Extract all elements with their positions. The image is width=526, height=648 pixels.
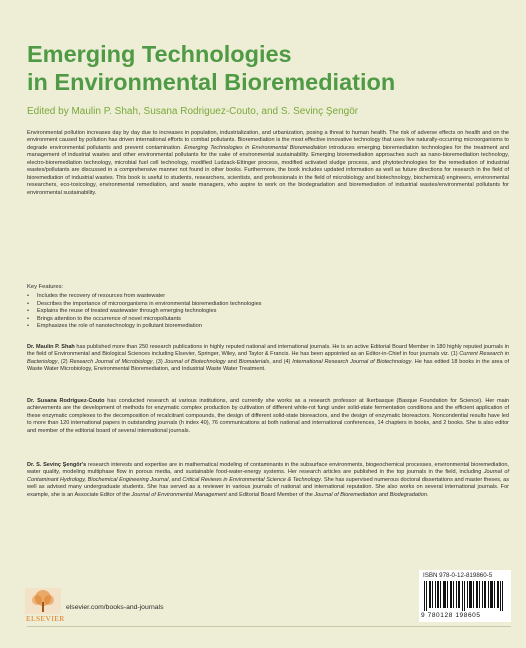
journal-name: Biomaterials	[238, 358, 270, 365]
elsevier-tree-logo	[25, 588, 61, 614]
key-feature-item: • Emphasizes the role of nanotechnology in pollutant bioremediation	[27, 323, 261, 331]
journal-name: Journal of Biotechnology	[164, 358, 226, 365]
journal-name: Journal of Bioremediation and Biodegradation	[314, 491, 427, 498]
isbn-number: ISBN 978-0-12-819860-5	[423, 572, 493, 579]
bio-text: , (2)	[57, 358, 70, 365]
key-features-heading: Key Features:	[27, 284, 64, 290]
bio-text: , (3)	[152, 358, 165, 365]
bio-sengor-name: Dr. S. Sevinç Şengör's	[27, 462, 87, 468]
bio-shah-name: Dr. Maulin P. Shah	[27, 344, 75, 350]
publisher-url[interactable]: elsevier.com/books-and-journals	[66, 604, 164, 611]
bio-rodriguez	[27, 398, 509, 435]
abstract-text-1: Environmental pollution increases day by day due to increases in population, industrialization, and urbanization, posing a threat to human health. The risk of adverse effects on health and on the environment caused by pollution has driven international efforts to combat pollutants. Bioremediation is the most effective innovative technology that uses live naturally-occurring microorganisms to degrade environmental pollutants and prevent contamination.	[27, 130, 509, 151]
key-feature-item: • Brings attention to the occurrence of novel micropollutants	[27, 316, 261, 324]
bio-sengor	[27, 462, 509, 499]
key-features-list	[27, 293, 261, 331]
bio-text: has published more than 250 research publications in highly reputed national and international journals. He is an active Editorial Board Member in 180 highly reputed journals in the field of Environmental and Biological Sciences including Elsevier, Springer, Wiley, and Taylor & Francis. He has been appointed as an Editor-in-Chief in four journals viz. (1)	[27, 344, 509, 358]
bio-text: and	[225, 358, 239, 365]
abstract-text-2: introduces emerging bioremediation technologies for the treatment and management of industrial wastes and other environmental pollutants for the sake of environmental sustainability. Emerging bioremediation approaches such as nano-bioremediation technology, electro-bioremediation technology, microbial fuel cell technology, modified Ludzack-Ettinger process, modified activated sludge process, and phytotechnologies for the remediation of industrial wastes/pollutants are discussed in a comprehensive manner not found in other books. Furthermore, the book includes updated information as well as future directions for research in the field of bioremediation of industrial wastes. This book is useful to students, researchers, scientists, and professionals in the field of microbiology and biotechnology, biochemical) engineers, environmental researchers, eco-toxicology, environmental remediation, and waste managers, who aspire to work on the biodegradation and bioremediation of industrial wastes/environmental pollutants for environmental sustainability.	[27, 144, 509, 196]
journal-name: Critical Reviews in Environmental Science & Technology	[182, 476, 321, 483]
bio-text: has conducted research at various institutions, and currently she works as a research professor at Ikerbasque (Basque Foundation for Science). Her main achievements are the development of methods for enzymatic complex production by cultivation of different white-rot fungi under solid-state fermentation conditions and the efficient application of these enzymatic complexes to the decomposition of recalcitrant compounds, the design of different solid-state bioreactors, and the design of enzymatic bioreactors. Noncondential results have led to more than 120 international papers in outstanding journals (h index 40), 76 communications at both national and international conferences, 14 chapters in books, and 2 books. She is also editor and member of the editorial board of several international journals.	[27, 398, 510, 434]
journal-name: Journal of Environmental Management	[131, 491, 227, 498]
barcode-digits: 9 780128 198605	[421, 612, 481, 619]
book-title	[27, 40, 507, 96]
title-line-2: in Environmental Bioremediation	[27, 69, 396, 95]
bio-text: research interests and expertise are in mathematical modeling of contaminants in the subsurface environments, biogeochemical processes, environmental bioremediation, water quality, modeling multiphase flow in porous media, and sustainable food-water-energy systems. Her research articles are published in the top journals in the field, including	[27, 462, 509, 476]
abstract-paragraph	[27, 130, 509, 197]
isbn-barcode	[419, 570, 511, 622]
abstract-book-title: Emerging Technologies in Environmental Bioremediation	[184, 144, 327, 151]
publisher-name: ELSEVIER	[26, 614, 65, 623]
journal-name: Journal of Contaminant Hydrology, Biochemical Engineering Journal	[27, 469, 509, 483]
key-feature-item: • Describes the importance of microorganisms in environmental bioremediation technologies	[27, 301, 261, 309]
bio-text: .	[426, 491, 429, 498]
bio-text: . He has edited 18 books in the area of Waste Water Microbiology, Environmental Bioremediation, and Industrial Waste Water Treatment.	[27, 358, 510, 373]
bio-text: , and	[168, 476, 183, 483]
bio-text: . She has supervised numerous doctoral dissertations and master theses, as well as advised many undergraduate students. She has served as a reviewer in various journals of national and international reputation. She also works on several international journals. For example, she is an Associate Editor of the	[27, 476, 510, 498]
bottom-divider	[27, 626, 511, 627]
journal-name: Current Research in Bacteriology	[27, 351, 510, 365]
editors-line: Edited by Maulin P. Shah, Susana Rodriguez-Couto, and S. Sevinç Şengör	[27, 106, 359, 117]
bio-shah	[27, 344, 509, 374]
bio-rodriguez-name: Dr. Susana Rodriguez-Couto	[27, 398, 105, 404]
journal-name: International Research Journal of Biotechnology	[292, 358, 412, 365]
journal-name: Research Journal of Microbiology	[69, 358, 153, 365]
key-feature-item: • Includes the recovery of resources from wastewater	[27, 293, 261, 301]
bio-text: , and (4)	[269, 358, 293, 365]
key-feature-item: • Explains the reuse of treated wastewater through emerging technologies	[27, 308, 261, 316]
barcode-icon	[421, 581, 509, 611]
title-line-1: Emerging Technologies	[27, 41, 292, 67]
bio-text: and Editorial Board Member of the	[226, 491, 315, 498]
